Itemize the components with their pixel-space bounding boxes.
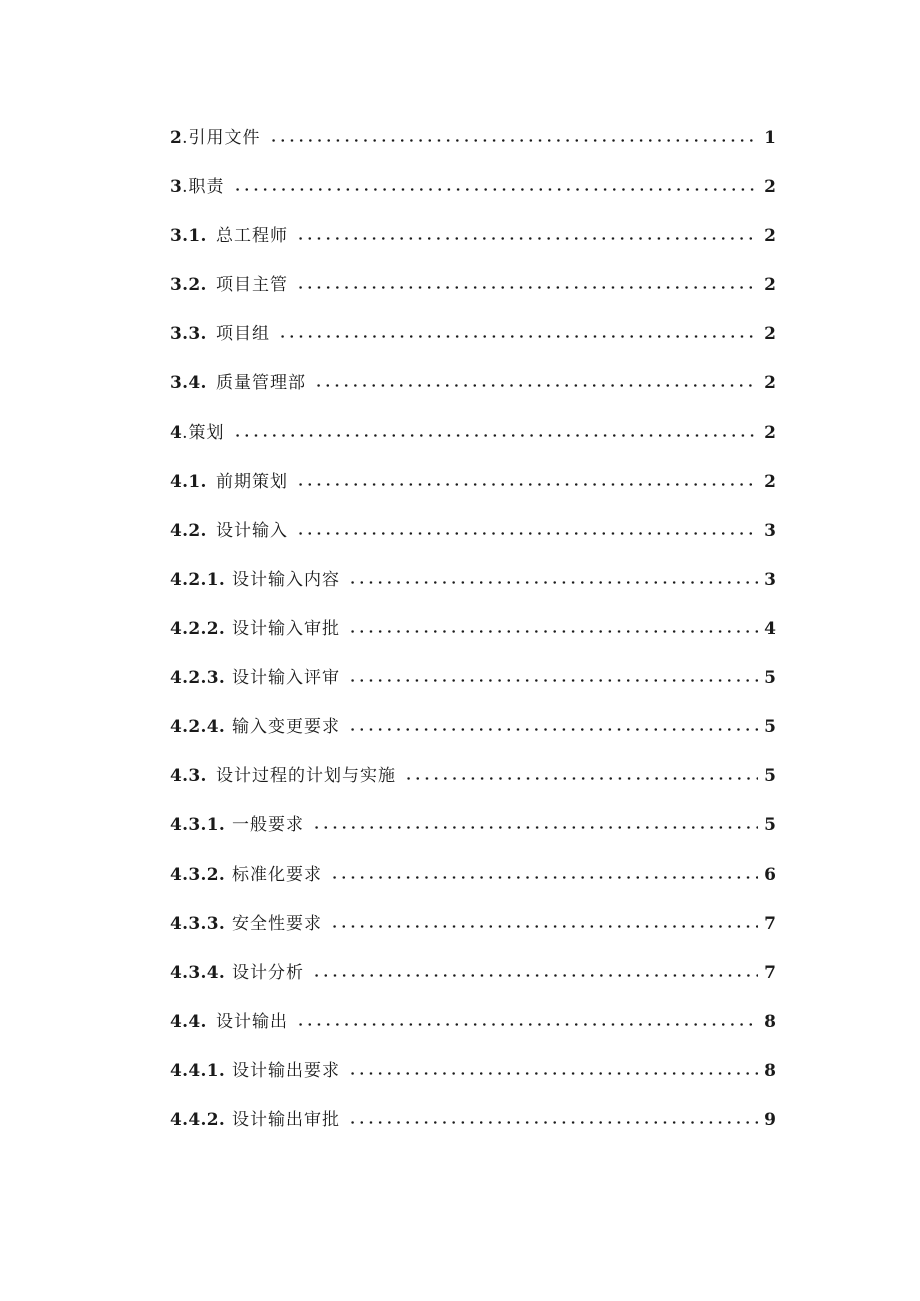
toc-entry-title: 设计分析 (232, 963, 304, 983)
toc-entry[interactable] (170, 320, 776, 348)
toc-entry-title: 总工程师 (216, 226, 288, 246)
toc-entry-page: 2 (764, 177, 776, 197)
dot-leader (312, 974, 758, 977)
toc-entry-number: 4.4.1. (170, 1061, 226, 1081)
toc-entry-page: 2 (764, 275, 776, 295)
toc-entry-page: 5 (764, 766, 776, 786)
toc-entry-number: 4.3.3. (170, 914, 226, 934)
dot-leader (296, 286, 758, 289)
toc-entry-page: 2 (764, 472, 776, 492)
toc-entry-number: 4 (170, 423, 183, 443)
toc-entry-number: 2 (170, 128, 183, 148)
toc-entry-number: 3.3. (170, 324, 207, 344)
toc-entry-number: 3.1. (170, 226, 207, 246)
toc-entry-title: 设计过程的计划与实施 (216, 766, 396, 786)
dot-leader (233, 434, 759, 437)
dot-leader (348, 679, 758, 682)
dot-leader (330, 876, 758, 879)
toc-entry-number: 3.2. (170, 275, 207, 295)
toc-entry-number: 4.2. (170, 521, 207, 541)
dot-leader (296, 483, 758, 486)
toc-entry-page: 2 (764, 373, 776, 393)
toc-entry-number: 3 (170, 177, 183, 197)
toc-entry-page: 2 (764, 324, 776, 344)
toc-entry-title: 前期策划 (216, 472, 288, 492)
toc-entry-title: 安全性要求 (232, 914, 322, 934)
dot-leader (348, 728, 758, 731)
dot-leader (296, 532, 758, 535)
dot-leader (314, 384, 758, 387)
toc-entry[interactable] (170, 124, 776, 152)
toc-entry[interactable] (170, 517, 776, 545)
toc-entry-page: 5 (764, 815, 776, 835)
toc-entry-page: 4 (764, 619, 776, 639)
toc-entry[interactable] (170, 959, 776, 987)
toc-entry-title: 项目组 (216, 324, 270, 344)
toc-entry[interactable] (170, 762, 776, 790)
dot-leader (296, 1023, 758, 1026)
dot-leader (330, 925, 758, 928)
toc-entry-title: .策划 (182, 423, 225, 443)
dot-leader (269, 139, 759, 142)
toc-entry[interactable] (170, 910, 776, 938)
toc-entry-page: 1 (764, 128, 776, 148)
toc-entry[interactable] (170, 1008, 776, 1036)
toc-entry-title: 标准化要求 (232, 865, 322, 885)
toc-entry-page: 2 (764, 423, 776, 443)
dot-leader (348, 581, 758, 584)
toc-entry[interactable] (170, 1106, 776, 1134)
toc-entry-title: 质量管理部 (216, 373, 306, 393)
toc-entry-number: 4.4. (170, 1012, 207, 1032)
toc-entry[interactable] (170, 615, 776, 643)
toc-entry-title: .职责 (182, 177, 225, 197)
toc-entry-page: 7 (764, 914, 776, 934)
toc-entry-title: 设计输出 (216, 1012, 288, 1032)
toc-entry-number: 4.1. (170, 472, 207, 492)
toc-entry-number: 4.3.4. (170, 963, 226, 983)
toc-entry-page: 8 (764, 1012, 776, 1032)
toc-entry-title: 设计输出审批 (232, 1110, 340, 1130)
toc-entry-title: 设计输入评审 (232, 668, 340, 688)
dot-leader (348, 1121, 758, 1124)
toc-entry[interactable] (170, 664, 776, 692)
toc-entry-number: 4.2.2. (170, 619, 226, 639)
toc-entry-title: .引用文件 (182, 128, 261, 148)
toc-entry-number: 4.2.3. (170, 668, 226, 688)
toc-entry[interactable] (170, 222, 776, 250)
toc-entry-page: 8 (764, 1061, 776, 1081)
toc-entry[interactable] (170, 419, 776, 447)
toc-entry[interactable] (170, 468, 776, 496)
toc-entry-title: 一般要求 (232, 815, 304, 835)
toc-entry-number: 4.3.1. (170, 815, 226, 835)
toc-entry[interactable] (170, 713, 776, 741)
dot-leader (296, 237, 758, 240)
toc-entry-number: 4.3.2. (170, 865, 226, 885)
toc-entry-number: 3.4. (170, 373, 207, 393)
toc-entry-title: 设计输入审批 (232, 619, 340, 639)
toc-entry-page: 6 (764, 865, 776, 885)
toc-entry-title: 项目主管 (216, 275, 288, 295)
toc-entry-number: 4.2.1. (170, 570, 226, 590)
toc-entry-title: 设计输入 (216, 521, 288, 541)
toc-entry-page: 3 (764, 521, 776, 541)
toc-entry[interactable] (170, 1057, 776, 1085)
toc-entry-page: 2 (764, 226, 776, 246)
toc-entry[interactable] (170, 173, 776, 201)
dot-leader (348, 1072, 758, 1075)
toc-entry-number: 4.3. (170, 766, 207, 786)
toc-entry-page: 5 (764, 717, 776, 737)
toc-entry[interactable] (170, 271, 776, 299)
dot-leader (348, 630, 758, 633)
toc-entry-number: 4.4.2. (170, 1110, 226, 1130)
toc-entry-title: 设计输入内容 (232, 570, 340, 590)
toc-entry-title: 输入变更要求 (232, 717, 340, 737)
toc-entry-page: 5 (764, 668, 776, 688)
toc-entry[interactable] (170, 811, 776, 839)
toc-entry-page: 9 (764, 1110, 776, 1130)
toc-entry-number: 4.2.4. (170, 717, 226, 737)
toc-entry-page: 3 (764, 570, 776, 590)
dot-leader (404, 777, 758, 780)
toc-entry[interactable] (170, 861, 776, 889)
toc-entry-page: 7 (764, 963, 776, 983)
toc-entry[interactable] (170, 566, 776, 594)
dot-leader (278, 335, 758, 338)
toc-entry[interactable] (170, 369, 776, 397)
dot-leader (233, 188, 759, 191)
dot-leader (312, 826, 758, 829)
toc-entry-title: 设计输出要求 (232, 1061, 340, 1081)
